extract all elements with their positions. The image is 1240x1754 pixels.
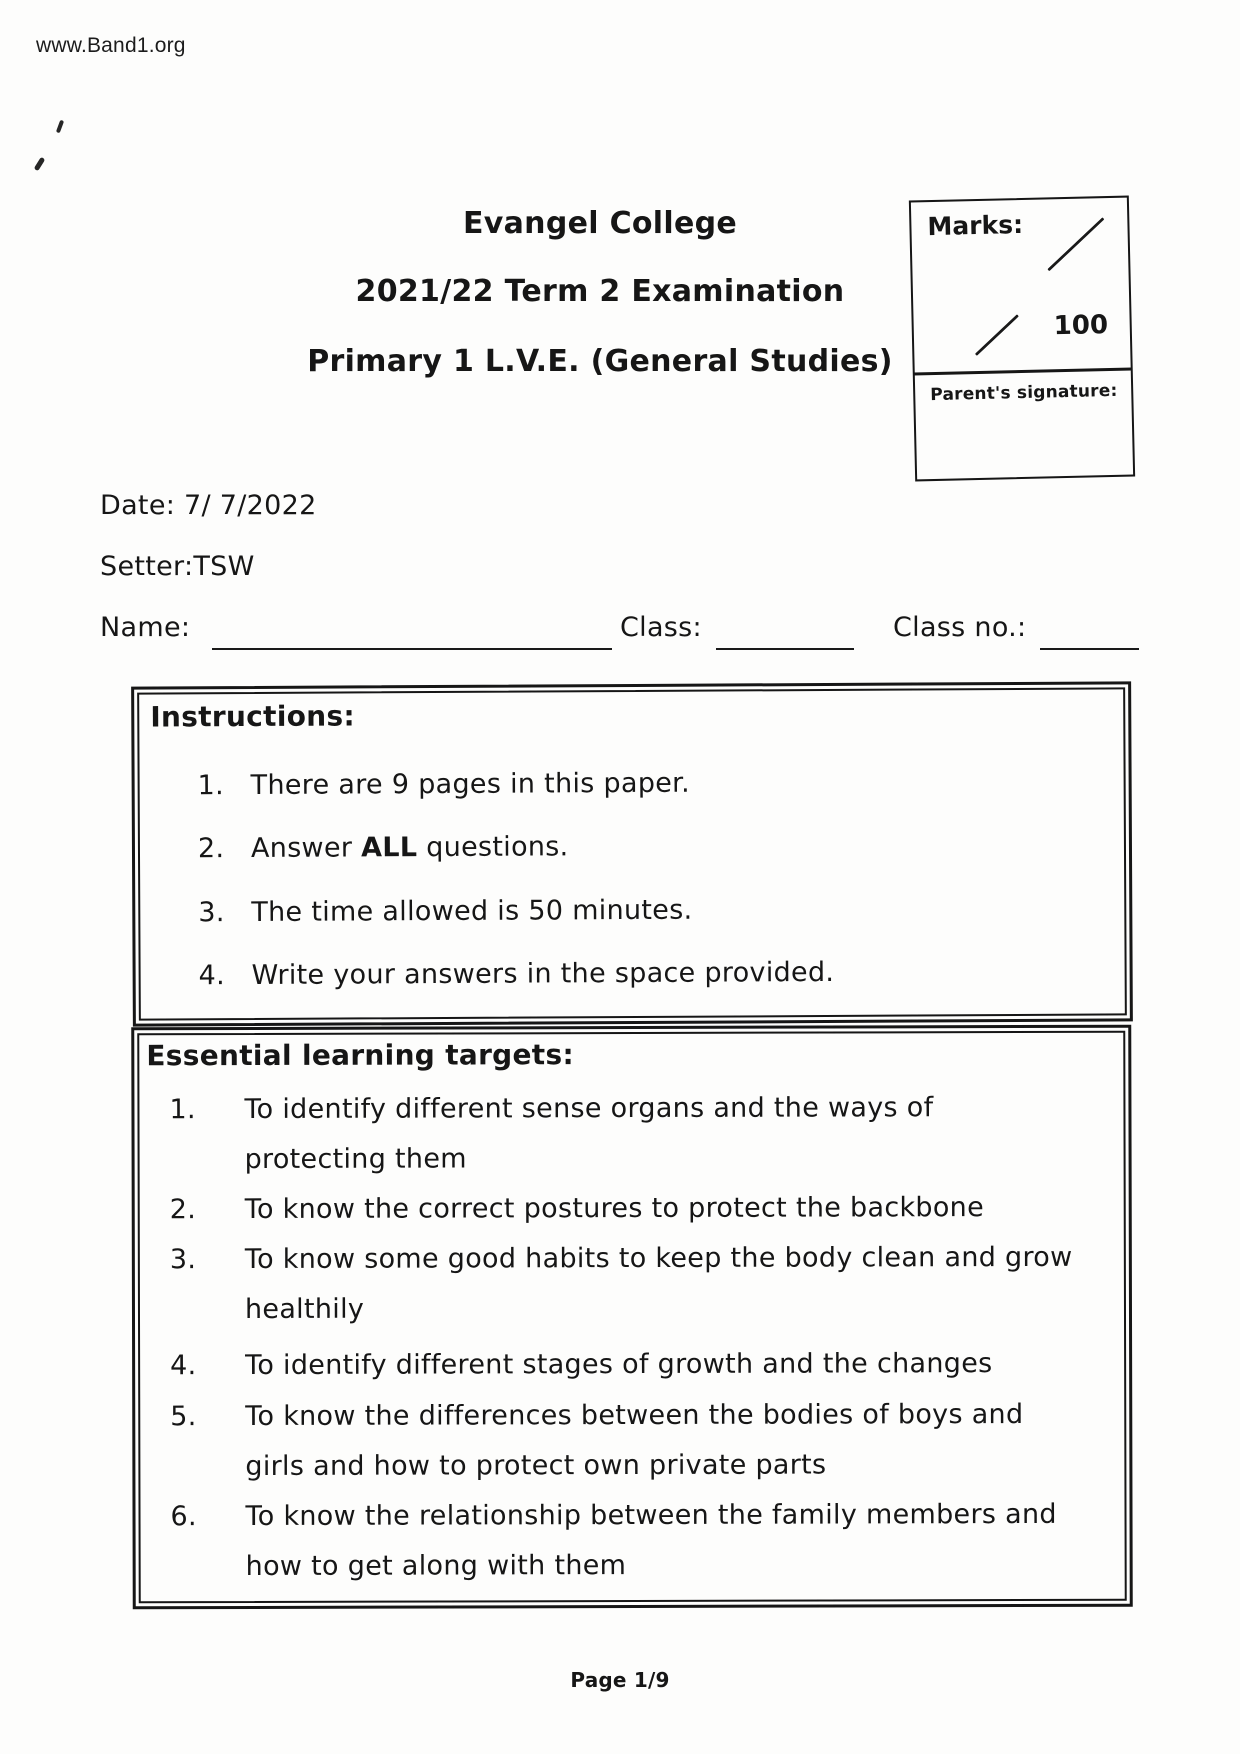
instruction-item <box>198 894 692 931</box>
setter-value: TSW <box>193 551 255 582</box>
score-slash-mark <box>1047 217 1104 271</box>
item-number: 3. <box>169 1244 197 1276</box>
item-number: 4. <box>170 1350 197 1382</box>
school-name: Evangel College <box>462 206 738 241</box>
item-text: Write your answers in the space provided. <box>251 956 835 991</box>
pen-mark <box>56 120 64 134</box>
class-no-label: Class no.: <box>893 612 1027 643</box>
learning-target-item <box>170 1390 1023 1492</box>
pen-mark <box>34 157 46 172</box>
item-number: 1. <box>197 770 225 802</box>
item-number: 2. <box>169 1194 197 1226</box>
item-text: To know the differences between the bodies of boys and girls and how to protect own private parts <box>245 1398 1024 1483</box>
instruction-item <box>198 767 690 804</box>
marks-label: Marks: <box>927 209 1024 242</box>
item-number: 3. <box>198 897 225 929</box>
instructions-box <box>131 681 1133 1026</box>
setter-line <box>100 551 255 582</box>
item-text: To know the relationship between the family members and how to get along with them <box>245 1498 1057 1583</box>
parent-signature-label: Parent's signature: <box>930 380 1118 406</box>
item-text: To identify different sense organs and the ways of protecting them <box>244 1092 934 1176</box>
instructions-title: Instructions: <box>150 699 356 734</box>
learning-targets-title: Essential learning targets: <box>146 1038 574 1073</box>
class-no-blank-line <box>1040 648 1139 650</box>
item-text: The time allowed is 50 minutes. <box>251 894 693 928</box>
subject-title: Primary 1 L.V.E. (General Studies) <box>307 344 893 379</box>
item-number: 1. <box>169 1094 196 1126</box>
total-marks: 100 <box>1053 310 1109 342</box>
learning-target-item <box>170 1490 1057 1592</box>
item-number: 4. <box>198 960 226 992</box>
marks-box <box>909 196 1135 482</box>
name-label: Name: <box>100 612 191 643</box>
marks-box-divider <box>914 368 1132 376</box>
date-line <box>100 490 317 521</box>
watermark-url: www.Band1.org <box>36 34 186 57</box>
item-number: 5. <box>170 1401 197 1433</box>
learning-target-item <box>170 1183 984 1235</box>
page-number: Page 1/9 <box>570 1668 670 1692</box>
class-label: Class: <box>620 612 702 643</box>
date-value: 7/ 7/2022 <box>184 490 317 521</box>
class-blank-line <box>716 648 854 650</box>
score-slash-mark <box>975 314 1019 356</box>
item-number: 6. <box>170 1501 197 1533</box>
item-text: To identify different stages of growth and the changes <box>245 1348 993 1382</box>
date-label: Date: <box>100 490 176 521</box>
item-text: Answer ALL questions. <box>250 831 569 864</box>
instruction-item <box>199 956 835 993</box>
exam-title: 2021/22 Term 2 Examination <box>355 274 845 309</box>
item-text: To know some good habits to keep the body clean and grow healthily <box>244 1241 1073 1326</box>
setter-label: Setter: <box>100 551 194 582</box>
item-text: To know the correct postures to protect the backbone <box>244 1192 985 1226</box>
learning-targets-box <box>131 1025 1133 1610</box>
instruction-item <box>198 830 569 866</box>
item-text: There are 9 pages in this paper. <box>250 767 691 801</box>
learning-target-item <box>170 1339 992 1391</box>
learning-target-item <box>170 1233 1073 1335</box>
name-blank-line <box>212 648 612 650</box>
item-number: 2. <box>197 833 225 865</box>
learning-target-item <box>169 1083 933 1185</box>
